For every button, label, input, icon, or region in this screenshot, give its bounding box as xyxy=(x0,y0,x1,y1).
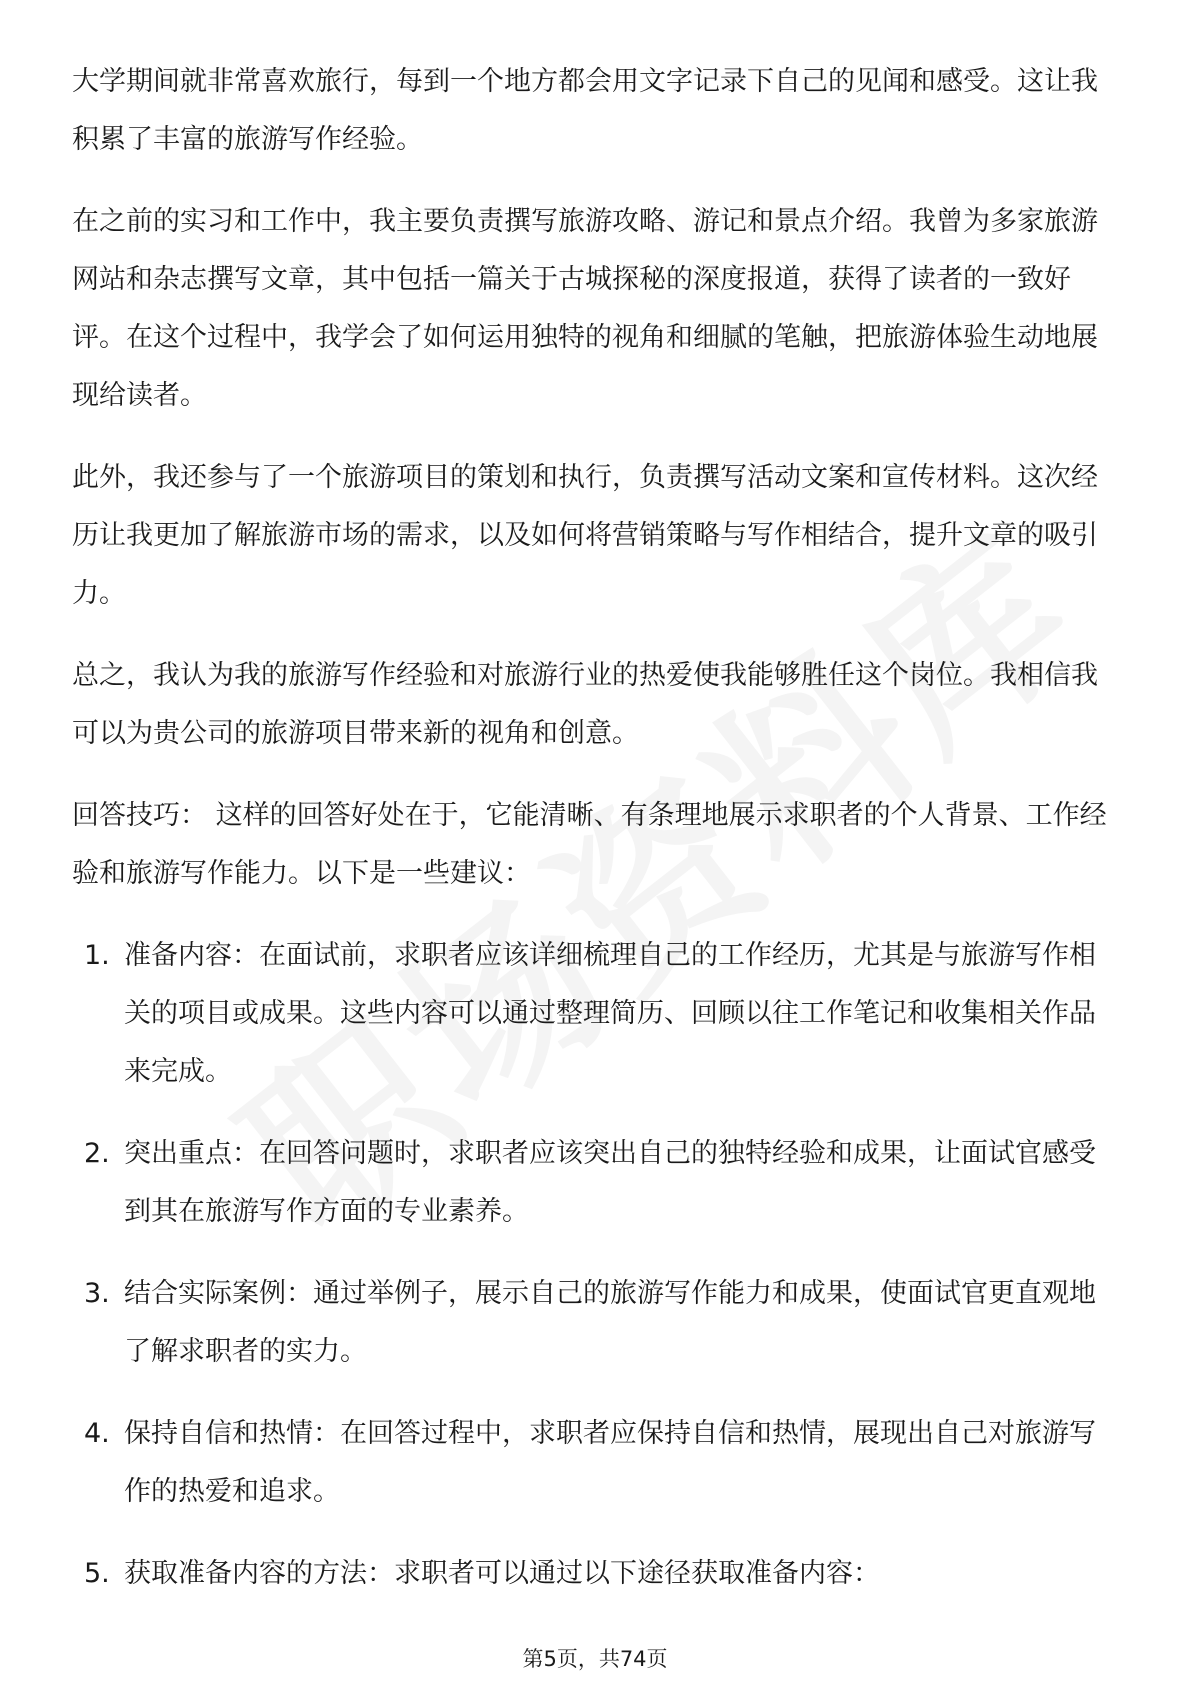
paragraph: 总之，我认为我的旅游写作经验和对旅游行业的热爱使我能够胜任这个岗位。我相信我可以为贵公司的旅游项目带来新的视角和创意。 xyxy=(72,660,1098,749)
list-number: 4. xyxy=(84,1418,110,1449)
list-item xyxy=(72,927,1122,1101)
list-number: 2. xyxy=(84,1138,110,1169)
list-item xyxy=(72,1545,1122,1603)
paragraph: 大学期间就非常喜欢旅行，每到一个地方都会用文字记录下自己的见闻和感受。这让我积累了丰富的旅游写作经验。 xyxy=(72,66,1098,155)
page-content xyxy=(72,53,1122,1627)
list-number: 3. xyxy=(84,1278,110,1309)
list-item xyxy=(72,1265,1122,1381)
list-item-text: 准备内容：在面试前，求职者应该详细梳理自己的工作经历，尤其是与旅游写作相关的项目或成果。这些内容可以通过整理简历、回顾以往工作笔记和收集相关作品来完成。 xyxy=(124,940,1096,1087)
list-item-text: 保持自信和热情：在回答过程中，求职者应保持自信和热情，展现出自己对旅游写作的热爱和追求。 xyxy=(124,1418,1096,1507)
list-item-text: 获取准备内容的方法：求职者可以通过以下途径获取准备内容： xyxy=(124,1558,880,1589)
page-footer: 第5页，共74页 xyxy=(522,1647,668,1671)
list-item xyxy=(72,1405,1122,1521)
list-number: 1. xyxy=(84,940,110,971)
list-number: 5. xyxy=(84,1558,110,1589)
list-item-text: 突出重点：在回答问题时，求职者应该突出自己的独特经验和成果，让面试官感受到其在旅游写作方面的专业素养。 xyxy=(124,1138,1096,1227)
answer-tips-paragraph: 回答技巧： 这样的回答好处在于，它能清晰、有条理地展示求职者的个人背景、工作经验和旅游写作能力。以下是一些建议： xyxy=(72,800,1107,889)
list-item xyxy=(72,1125,1122,1241)
list-item-text: 结合实际案例：通过举例子，展示自己的旅游写作能力和成果，使面试官更直观地了解求职者的实力。 xyxy=(124,1278,1096,1367)
paragraph: 在之前的实习和工作中，我主要负责撰写旅游攻略、游记和景点介绍。我曾为多家旅游网站和杂志撰写文章，其中包括一篇关于古城探秘的深度报道，获得了读者的一致好评。在这个过程中，我学会了如何运用独特的视角和细腻的笔触，把旅游体验生动地展现给读者。 xyxy=(72,206,1098,411)
paragraph: 此外，我还参与了一个旅游项目的策划和执行，负责撰写活动文案和宣传材料。这次经历让我更加了解旅游市场的需求，以及如何将营销策略与写作相结合，提升文章的吸引力。 xyxy=(72,462,1098,609)
tips-list xyxy=(72,927,1122,1603)
